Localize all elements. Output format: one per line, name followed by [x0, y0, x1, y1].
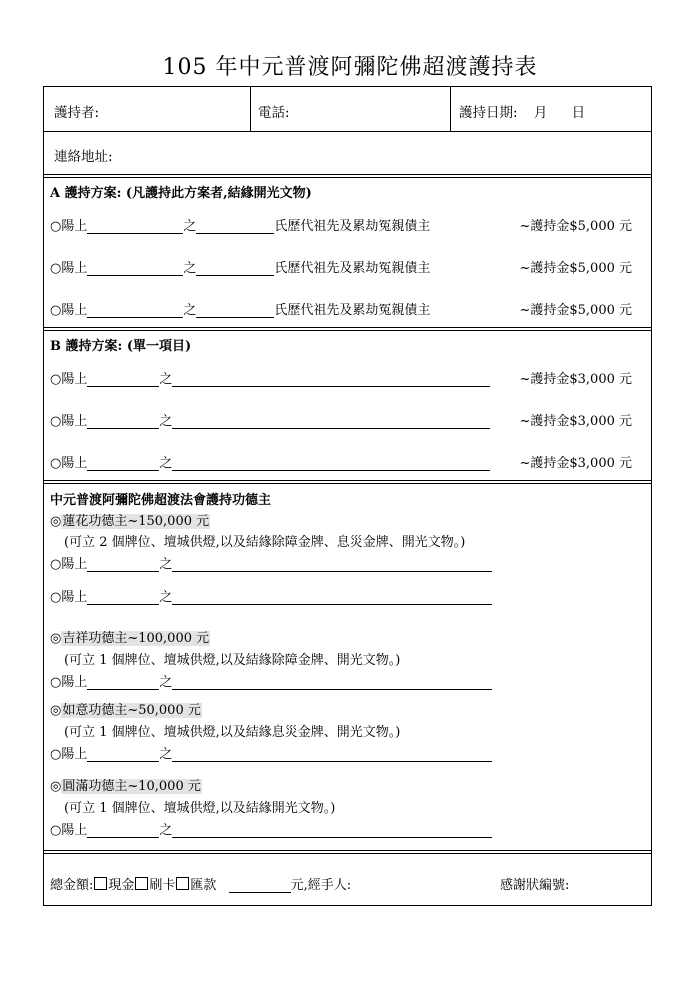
donation-form — [43, 86, 652, 906]
name-blank[interactable] — [87, 262, 183, 276]
surname-blank[interactable] — [196, 262, 274, 276]
auspicious-desc: (可立 1 個牌位、壇城供燈,以及結緣除障金牌、開光文物。) — [64, 653, 401, 668]
surname-blank[interactable] — [196, 220, 274, 234]
address-field[interactable]: 連絡地址: — [54, 149, 113, 165]
divider — [44, 131, 651, 132]
total-row: 總金額: 現金 刷卡 匯款 元,經手人: 感謝狀編號: — [50, 874, 644, 893]
lotus-entry-1[interactable]: ○陽上 之 — [50, 553, 492, 572]
month-label: 月 — [533, 105, 548, 121]
name-blank[interactable] — [87, 415, 159, 429]
divider — [250, 87, 251, 131]
transfer-checkbox[interactable] — [176, 877, 189, 890]
item-blank[interactable] — [172, 373, 490, 387]
ruyi-desc: (可立 1 個牌位、壇城供燈,以及結緣息災金牌、開光文物。) — [64, 725, 401, 740]
lotus-entry-2[interactable]: ○陽上 之 — [50, 586, 492, 605]
ruyi-tier: ◎如意功德主~50,000 元 — [50, 703, 201, 718]
divider — [44, 174, 651, 178]
page-title: 105 年中元普渡阿彌陀佛超渡護持表 — [162, 55, 538, 80]
divider — [44, 480, 651, 484]
perfect-tier: ◎圓滿功德主~10,000 元 — [50, 779, 201, 794]
auspicious-tier: ◎吉祥功德主~100,000 元 — [50, 631, 210, 646]
plan-a-row-2[interactable]: ○陽上 之 氏歷代祖先及累劫冤親債主 ~護持金$5,000 元 — [50, 261, 632, 276]
auspicious-entry[interactable]: ○陽上 之 — [50, 671, 492, 690]
plan-a-row-1[interactable]: ○陽上 之 氏歷代祖先及累劫冤親債主 ~護持金$5,000 元 — [50, 219, 632, 234]
certificate-label: 感謝狀編號: — [500, 878, 570, 893]
lotus-tier: ◎蓮花功德主~150,000 元 — [50, 514, 210, 529]
name-blank[interactable] — [87, 457, 159, 471]
plan-a-row-3[interactable]: ○陽上 之 氏歷代祖先及累劫冤親債主 ~護持金$5,000 元 — [50, 303, 632, 318]
perfect-entry[interactable]: ○陽上 之 — [50, 819, 492, 838]
plan-a-heading: A 護持方案: (凡護持此方案者,結緣開光文物) — [50, 186, 312, 201]
date-label: 護持日期: — [459, 105, 518, 121]
divider — [44, 850, 651, 854]
perfect-desc: (可立 1 個牌位、壇城供燈,以及結緣開光文物。) — [64, 801, 336, 816]
divider — [44, 327, 651, 331]
phone-field[interactable]: 電話: — [258, 105, 290, 121]
total-label: 總金額: — [50, 878, 94, 893]
day-label: 日 — [571, 105, 586, 121]
divider — [450, 87, 451, 131]
name-blank[interactable] — [87, 373, 159, 387]
amount-blank[interactable] — [229, 879, 291, 893]
plan-b-row-1[interactable]: ○陽上 之 ~護持金$3,000 元 — [50, 372, 632, 387]
surname-blank[interactable] — [196, 304, 274, 318]
card-checkbox[interactable] — [135, 877, 148, 890]
merit-heading: 中元普渡阿彌陀佛超渡法會護持功德主 — [50, 493, 272, 508]
plan-b-row-2[interactable]: ○陽上 之 ~護持金$3,000 元 — [50, 414, 632, 429]
plan-b-row-3[interactable]: ○陽上 之 ~護持金$3,000 元 — [50, 456, 632, 471]
name-blank[interactable] — [87, 304, 183, 318]
cash-checkbox[interactable] — [94, 877, 107, 890]
date-field[interactable] — [459, 101, 585, 121]
item-blank[interactable] — [172, 415, 490, 429]
ruyi-entry[interactable]: ○陽上 之 — [50, 743, 492, 762]
plan-b-heading: B 護持方案: (單一項目) — [50, 339, 192, 354]
protector-field[interactable]: 護持者: — [54, 105, 100, 121]
lotus-desc: (可立 2 個牌位、壇城供燈,以及結緣除障金牌、息災金牌、開光文物。) — [64, 535, 466, 550]
name-blank[interactable] — [87, 220, 183, 234]
item-blank[interactable] — [172, 457, 490, 471]
